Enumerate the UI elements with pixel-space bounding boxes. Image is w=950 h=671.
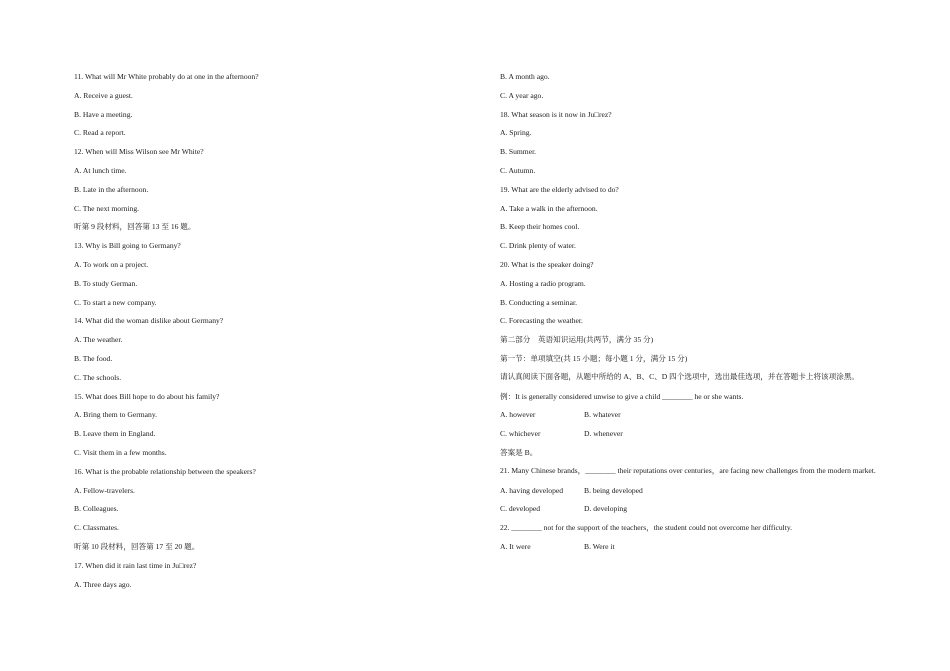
option-12-b: B. Late in the afternoon. [74,184,149,194]
part-two-heading: 第二部分 英语知识运用(共两节，满分 35 分) [500,335,654,345]
option-15-a: A. Bring them to Germany. [74,410,158,420]
question-15: 15. What does Bill hope to do about his family? [74,391,220,401]
question-12: 12. When will Miss Wilson see Mr White? [74,147,204,157]
option-12-c: C. The next morning. [74,203,140,213]
q22-options-row-1 [484,542,904,551]
option-18-c: C. Autumn. [500,165,536,175]
instruction-paragraph: 请认真阅读下面各题，从题中所给的 A、B、C、D 四个选项中，选出最佳选项，并在答题卡上将该项涂黑。 [500,371,860,381]
option-12-a: A. At lunch time. [74,165,127,175]
option-21-b: B. being developed [584,485,643,495]
option-22-a: A. It were [500,541,531,551]
option-11-c: C. Read a report. [74,128,126,138]
option-14-a: A. The weather. [74,335,123,345]
option-20-b: B. Conducting a seminar. [500,297,577,307]
option-20-a: A. Hosting a radio program. [500,278,586,288]
section-one-heading: 第一节：单项填空(共 15 小题；每小题 1 分，满分 15 分) [500,353,688,363]
left-column [74,72,464,598]
example-stem: 例：It is generally considered unwise to give a child ________ he or she wants. [500,391,744,401]
option-11-b: B. Have a meeting. [74,109,133,119]
option-22-b: B. Were it [584,541,615,551]
option-14-c: C. The schools. [74,372,122,382]
question-21: 21. Many Chinese brands，________ their reputations over centuries，are facing new challenges from the modern market. [500,465,876,475]
example-options-row-2 [484,429,904,438]
option-21-a: A. having developed [500,485,564,495]
option-18-a: A. Spring. [500,128,532,138]
q21-options-row-2 [484,504,904,513]
example-option-a: A. however [500,410,536,420]
option-21-d: D. developing [584,504,628,514]
example-option-d: D. whenever [584,429,623,439]
section-instruction-9: 听第 9 段材料，回答第 13 至 16 题。 [74,222,196,232]
option-13-b: B. To study German. [74,278,138,288]
option-19-c: C. Drink plenty of water. [500,241,576,251]
question-22: 22. ________ not for the support of the teachers，the student could not overcome her difficulty. [500,523,793,533]
example-answer: 答案是 B。 [500,447,538,457]
right-column [484,72,904,561]
option-11-a: A. Receive a guest. [74,90,133,100]
question-11: 11. What will Mr White probably do at one in the afternoon? [74,72,259,81]
example-option-c: C. whichever [500,429,541,439]
option-19-b: B. Keep their homes cool. [500,222,580,232]
option-18-b: B. Summer. [500,147,537,157]
question-19: 19. What are the elderly advised to do? [500,184,619,194]
question-20: 20. What is the speaker doing? [500,259,594,269]
option-19-a: A. Take a walk in the afternoon. [500,203,598,213]
question-17: 17. When did it rain last time in Ju□rez? [74,560,197,570]
question-13: 13. Why is Bill going to Germany? [74,241,181,251]
option-21-c: C. developed [500,504,541,514]
option-17-c: C. A year ago. [500,90,544,100]
option-17-b: B. A month ago. [500,72,550,81]
option-17-a: A. Three days ago. [74,579,132,589]
option-14-b: B. The food. [74,353,113,363]
question-14: 14. What did the woman dislike about Germany? [74,316,224,326]
option-16-a: A. Fellow-travelers. [74,485,135,495]
option-15-c: C. Visit them in a few months. [74,447,167,457]
question-16: 16. What is the probable relationship between the speakers? [74,466,256,476]
option-16-c: C. Classmates. [74,523,119,533]
section-instruction-10: 听第 10 段材料，回答第 17 至 20 题。 [74,541,200,551]
option-13-c: C. To start a new company. [74,297,157,307]
question-18: 18. What season is it now in Ju□rez? [500,109,612,119]
option-16-b: B. Colleagues. [74,504,119,514]
option-15-b: B. Leave them in England. [74,429,156,439]
option-13-a: A. To work on a project. [74,259,149,269]
q21-options-row-1 [484,486,904,495]
example-option-b: B. whatever [584,410,621,420]
example-options-row-1 [484,410,904,419]
option-20-c: C. Forecasting the weather. [500,316,583,326]
